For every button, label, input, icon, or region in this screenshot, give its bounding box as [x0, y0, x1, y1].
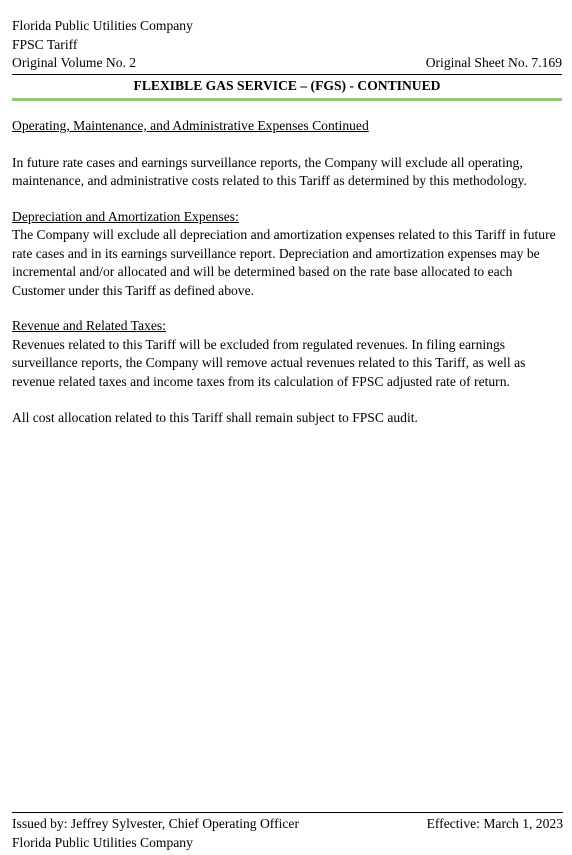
footer-company: Florida Public Utilities Company — [12, 834, 193, 850]
footer-issued-line — [12, 815, 563, 834]
header — [12, 17, 562, 101]
header-company: Florida Public Utilities Company — [12, 18, 193, 33]
paragraph-depreciation: The Company will exclude all depreciation and amortization expenses related to this Tariff in future rate cases and in its earnings surveillance report. Depreciation and amortization expenses may be incremental and/or allocated and will be determined based on the rate base allocated to each Customer under this Tariff as defined above. — [12, 227, 556, 298]
document-body — [12, 117, 562, 428]
section-heading-operating-expenses: Operating, Maintenance, and Administrative Expenses Continued — [12, 118, 369, 133]
document-title: FLEXIBLE GAS SERVICE – (FGS) - CONTINUED — [133, 77, 441, 93]
header-volume-line — [12, 54, 562, 73]
footer-effective-date: Effective: March 1, 2023 — [426, 816, 563, 831]
title-underline-bar — [12, 98, 562, 101]
tariff-page — [12, 17, 562, 428]
header-divider — [12, 74, 562, 75]
header-sheet-number: Original Sheet No. 7.169 — [425, 55, 562, 70]
header-volume: Original Volume No. 2 — [12, 55, 137, 70]
paragraph-revenue-taxes: Revenues related to this Tariff will be excluded from regulated revenues. In filing earnings surveillance reports, the Company will remove actual revenues related to this Tariff, as well as revenue related taxes and income taxes from its calculation of FPSC adjusted rate of return. — [12, 336, 526, 389]
paragraph-cost-allocation: All cost allocation related to this Tariff shall remain subject to FPSC audit. — [12, 410, 418, 425]
footer-divider — [12, 812, 563, 813]
section-heading-revenue-taxes: Revenue and Related Taxes: — [12, 318, 166, 333]
paragraph-operating-expenses: In future rate cases and earnings surveillance reports, the Company will exclude all operating, maintenance, and administrative costs related to this Tariff as determined by this methodology. — [12, 154, 527, 188]
footer-issued-by: Issued by: Jeffrey Sylvester, Chief Operating Officer — [12, 816, 299, 831]
footer — [12, 812, 563, 852]
header-tariff: FPSC Tariff — [12, 36, 78, 52]
section-heading-depreciation: Depreciation and Amortization Expenses: — [12, 208, 239, 224]
